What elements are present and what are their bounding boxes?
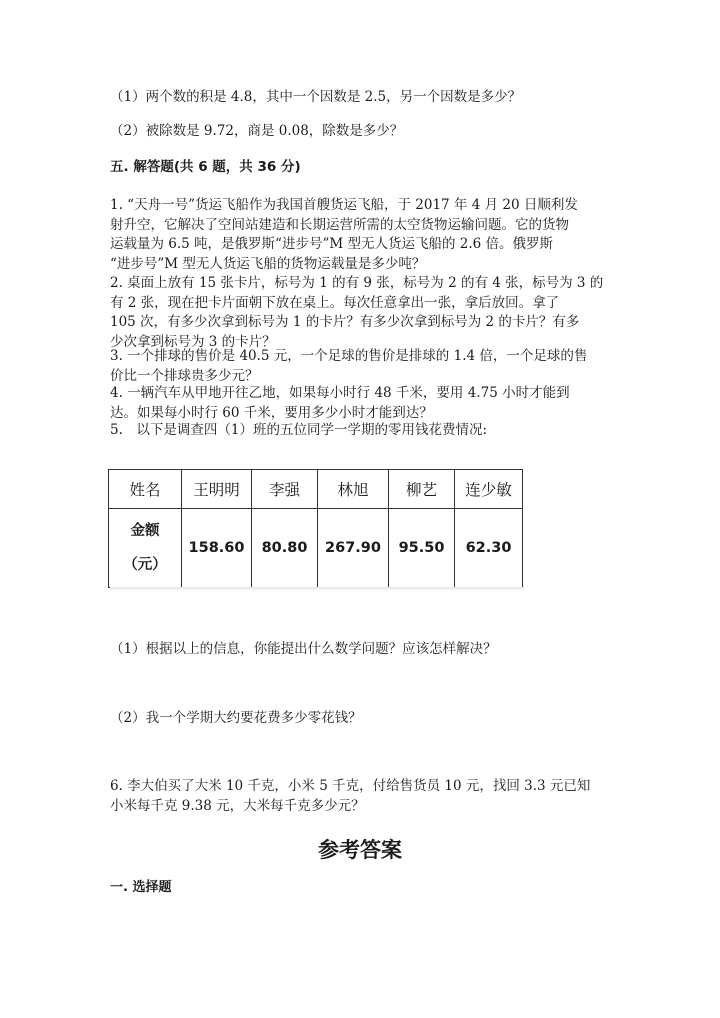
table-value-label-line: 金额: [130, 523, 160, 539]
problem-1-line: 1. “天舟一号”货运飞船作为我国首艘货运飞船，于 2017 年 4 月 20 日顺利发: [110, 197, 578, 213]
answers-section-1: 一. 选择题: [110, 880, 172, 895]
table-header-label: 姓名: [109, 470, 182, 509]
problem-6-line: 6. 李大伯买了大米 10 千克，小米 5 千克，付给售货员 10 元，找回 3.3 元已知: [110, 778, 591, 794]
problem-4: [110, 384, 610, 423]
problem-1: [110, 196, 610, 274]
table-value-cell: 95.50: [389, 509, 455, 588]
problem-5-intro: 5. 以下是调查四（1）班的五位同学一学期的零用钱花费情况:: [110, 422, 488, 438]
problem-4-line: 达。如果每小时行 60 千米，要用多少小时才能到达？: [110, 404, 433, 421]
table-name-cell: 王明明: [182, 470, 252, 509]
table-header-row: [109, 470, 523, 509]
problem-5-sub-1: （1）根据以上的信息，你能提出什么数学问题？应该怎样解决？: [110, 641, 497, 657]
problem-1-line: 运载量为 6.5 吨，是俄罗斯“进步号”M 型无人货运飞船的 2.6 倍。俄罗斯: [110, 236, 554, 252]
table-name-cell: 李强: [252, 470, 318, 509]
table-shadow: [110, 587, 524, 591]
table-value-cell: 267.90: [318, 509, 389, 588]
problem-1-line: “进步号”M 型无人货运飞船的货物运载量是多少吨？: [110, 255, 426, 272]
table-value-label-line: （元）: [123, 557, 167, 573]
table-value-label: [109, 509, 182, 588]
problem-2: [110, 274, 610, 352]
table-name-cell: 林旭: [318, 470, 389, 509]
problem-2-line: 少次拿到标号为 3 的卡片？: [110, 333, 276, 350]
table-name-cell: 柳艺: [389, 470, 455, 509]
problem-2-line: 105 次，有多少次拿到标号为 1 的卡片？有多少次拿到标号为 2 的卡片？有多: [110, 314, 580, 330]
section-heading: 五. 解答题(共 6 题，共 36 分): [110, 159, 301, 175]
table-value-cell: 62.30: [455, 509, 523, 588]
problem-4-line: 4. 一辆汽车从甲地开往乙地，如果每小时行 48 千米，要用 4.75 小时才能到: [110, 385, 570, 401]
problem-6: [110, 777, 610, 816]
question-1: （1）两个数的积是 4.8，其中一个因数是 2.5，另一个因数是多少？: [110, 89, 522, 105]
table-value-cell: 80.80: [252, 509, 318, 588]
question-2: （2）被除数是 9.72，商是 0.08，除数是多少？: [110, 123, 404, 139]
table-name-cell: 连少敏: [455, 470, 523, 509]
answers-title: 参考答案: [318, 838, 402, 862]
problem-3-line: 价比一个排球贵多少元？: [110, 367, 259, 384]
allowance-table: [108, 469, 523, 588]
problem-6-line: 小米每千克 9.38 元，大米每千克多少元？: [110, 797, 365, 814]
table-value-row: [109, 509, 523, 588]
problem-2-line: 2. 桌面上放有 15 张卡片，标号为 1 的有 9 张，标号为 2 的有 4 张，标号为 3 的: [110, 275, 604, 291]
table-value-cell: 158.60: [182, 509, 252, 588]
problem-3-line: 3. 一个排球的售价是 40.5 元，一个足球的售价是排球的 1.4 倍，一个足球的售: [110, 348, 588, 364]
problem-3: [110, 347, 610, 386]
problem-5-sub-2: （2）我一个学期大约要花费多少零花钱？: [110, 710, 362, 726]
problem-1-line: 射升空，它解决了空间站建造和长期运营所需的太空货物运输问题。它的货物: [110, 216, 569, 233]
problem-2-line: 有 2 张，现在把卡片面朝下放在桌上。每次任意拿出一张，拿后放回。拿了: [110, 294, 560, 311]
